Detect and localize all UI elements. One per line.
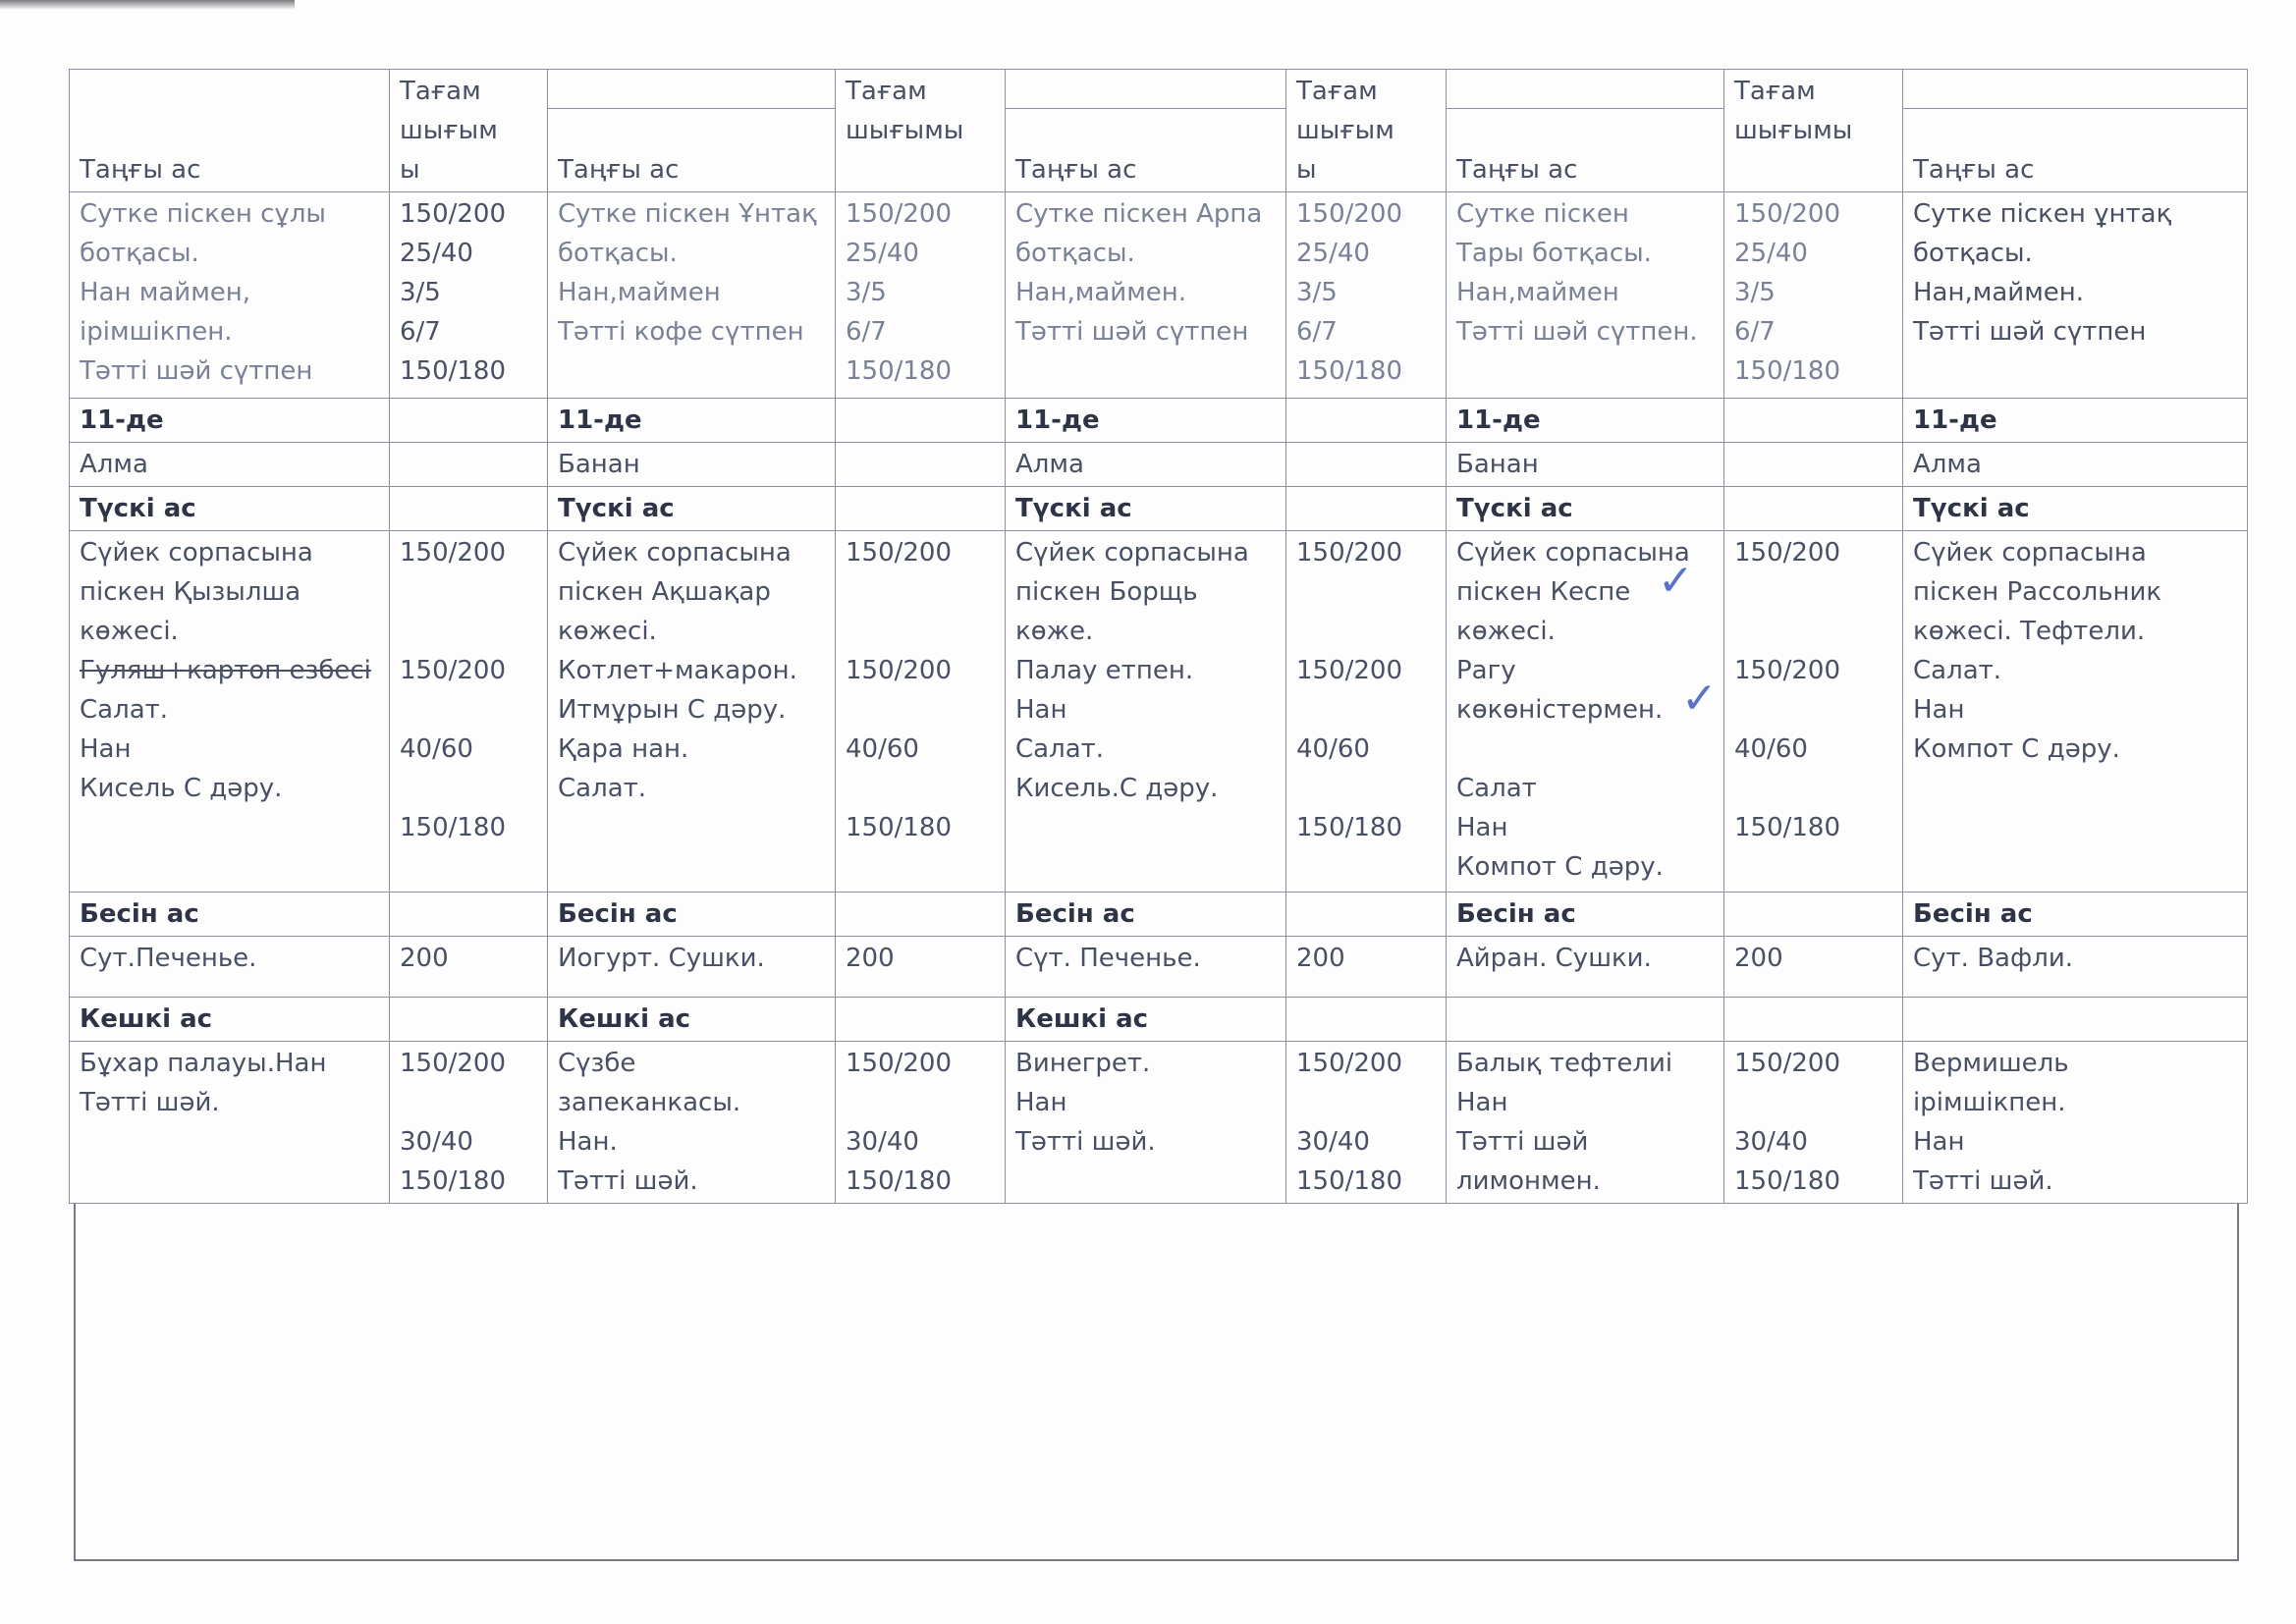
dinner-label-row xyxy=(70,998,2248,1042)
afternoon-yield: 200 xyxy=(390,937,548,998)
breakfast-dish: Сутке піскен Тары ботқасы. Нан,маймен Тәтті шәй сүтпен. xyxy=(1447,192,1724,399)
header-meal-label: Таңғы ас xyxy=(1447,109,1724,192)
snack-item: Банан xyxy=(1447,443,1724,487)
lunch-label: Түскі ас xyxy=(1447,487,1724,531)
snack-label: 11-де xyxy=(1447,399,1724,443)
snack-item: Алма xyxy=(1903,443,2248,487)
dinner-label xyxy=(1447,998,1724,1042)
handwritten-check-icon: ✓ xyxy=(1681,674,1718,724)
lunch-yield: 150/200 150/200 40/60 150/180 xyxy=(1286,531,1447,893)
afternoon-label: Бесін ас xyxy=(70,893,390,937)
afternoon-dish: Сут.Печенье. xyxy=(70,937,390,998)
snack-item: Алма xyxy=(70,443,390,487)
dinner-label: Кешкі ас xyxy=(548,998,836,1042)
dinner-dish: Бұхар палауы.Нан Тәтті шәй. xyxy=(70,1042,390,1204)
dinner-row xyxy=(70,1042,2248,1204)
afternoon-yield: 200 xyxy=(836,937,1006,998)
snack-label: 11-де xyxy=(1903,399,2248,443)
header-yield-label: Тағам шығым ы xyxy=(390,70,548,192)
snack-label: 11-де xyxy=(1006,399,1286,443)
snack-item: Банан xyxy=(548,443,836,487)
afternoon-yield: 200 xyxy=(1286,937,1447,998)
header-yield-label: Тағам шығымы xyxy=(836,70,1006,192)
dinner-label: Кешкі ас xyxy=(70,998,390,1042)
lunch-dishes: Сүйек сорпасына піскен Ақшақар көжесі. Котлет+макарон. Итмұрын С дәру. Қара нан. Салат. xyxy=(548,531,836,893)
snack-label: 11-де xyxy=(548,399,836,443)
dinner-dish: Балық тефтелиі Нан Тәтті шәй лимонмен. xyxy=(1447,1042,1724,1204)
dinner-label: Кешкі ас xyxy=(1006,998,1286,1042)
breakfast-yield: 150/200 25/40 3/5 6/7 150/180 xyxy=(1286,192,1447,399)
header-meal-label: Таңғы ас xyxy=(70,70,390,192)
lunch-label: Түскі ас xyxy=(1006,487,1286,531)
header-blank-cell xyxy=(1447,70,1724,109)
afternoon-label: Бесін ас xyxy=(1903,893,2248,937)
lunch-label: Түскі ас xyxy=(70,487,390,531)
lunch-dish-soup: Сүйек сорпасына піскен Қызылша көжесі. xyxy=(80,538,313,646)
breakfast-dish: Сутке піскен ұнтақ ботқасы. Нан,маймен. Тәтті шәй сүтпен xyxy=(1903,192,2248,399)
header-meal-label: Таңғы ас xyxy=(1006,109,1286,192)
afternoon-row xyxy=(70,937,2248,998)
header-meal-label: Таңғы ас xyxy=(548,109,836,192)
lunch-dish-rest: Салат. Нан Кисель С дәру. xyxy=(80,695,283,803)
header-blank-cell xyxy=(548,70,836,109)
afternoon-dish: Иогурт. Сушки. xyxy=(548,937,836,998)
dinner-yield: 150/200 30/40 150/180 xyxy=(1286,1042,1447,1204)
snack-label: 11-де xyxy=(70,399,390,443)
afternoon-yield: 200 xyxy=(1724,937,1903,998)
lunch-dish-struck: Гуляш+картоп езбесі xyxy=(80,656,371,685)
snack-item: Алма xyxy=(1006,443,1286,487)
dinner-dish: Сүзбе запеканкасы. Нан. Тәтті шәй. xyxy=(548,1042,836,1204)
lunch-dishes xyxy=(70,531,390,893)
header-yield-label: Тағам шығымы xyxy=(1724,70,1903,192)
breakfast-dish: Сутке піскен Арпа ботқасы. Нан,маймен. Тәтті шәй сүтпен xyxy=(1006,192,1286,399)
afternoon-dish: Сут. Вафли. xyxy=(1903,937,2248,998)
dinner-yield: 150/200 30/40 150/180 xyxy=(390,1042,548,1204)
lunch-dishes: Сүйек сорпасына піскен Рассольник көжесі. Тефтели. Салат. Нан Компот С дәру. xyxy=(1903,531,2248,893)
afternoon-label-row xyxy=(70,893,2248,937)
lunch-yield: 150/200 150/200 40/60 150/180 xyxy=(1724,531,1903,893)
breakfast-row xyxy=(70,192,2248,399)
snack-row xyxy=(70,443,2248,487)
dinner-yield: 150/200 30/40 150/180 xyxy=(836,1042,1006,1204)
afternoon-label: Бесін ас xyxy=(1006,893,1286,937)
dinner-dish: Вермишель ірімшікпен. Нан Тәтті шәй. xyxy=(1903,1042,2248,1204)
breakfast-dish: Сутке піскен Ұнтақ ботқасы. Нан,маймен Тәтті кофе сүтпен xyxy=(548,192,836,399)
afternoon-dish: Айран. Сушки. xyxy=(1447,937,1724,998)
lunch-yield: 150/200 150/200 40/60 150/180 xyxy=(390,531,548,893)
snack-label-row xyxy=(70,399,2248,443)
scan-edge-shadow xyxy=(0,0,295,10)
breakfast-yield: 150/200 25/40 3/5 6/7 150/180 xyxy=(390,192,548,399)
breakfast-yield: 150/200 25/40 3/5 6/7 150/180 xyxy=(836,192,1006,399)
lunch-label-row xyxy=(70,487,2248,531)
header-meal-label: Таңғы ас xyxy=(1903,109,2248,192)
lunch-label: Түскі ас xyxy=(1903,487,2248,531)
dinner-yield: 150/200 30/40 150/180 xyxy=(1724,1042,1903,1204)
header-blank-cell xyxy=(1903,70,2248,109)
header-row-top xyxy=(70,70,2248,109)
breakfast-dish: Сутке піскен сұлы ботқасы. Нан маймен, ірімшікпен. Тәтті шәй сүтпен xyxy=(70,192,390,399)
handwritten-check-icon: ✓ xyxy=(1658,556,1694,606)
dinner-dish: Винегрет. Нан Тәтті шәй. xyxy=(1006,1042,1286,1204)
breakfast-yield: 150/200 25/40 3/5 6/7 150/180 xyxy=(1724,192,1903,399)
lunch-yield: 150/200 150/200 40/60 150/180 xyxy=(836,531,1006,893)
lunch-dishes: Сүйек сорпасына піскен Борщь көже. Палау етпен. Нан Салат. Кисель.С дәру. xyxy=(1006,531,1286,893)
weekly-menu-table xyxy=(69,69,2248,1204)
afternoon-label: Бесін ас xyxy=(548,893,836,937)
header-blank-cell xyxy=(1006,70,1286,109)
lunch-dishes: Сүйек сорпасына піскен Кеспе көжесі. Рагу көкөністермен. Салат Нан Компот С дәру. xyxy=(1447,531,1724,893)
afternoon-label: Бесін ас xyxy=(1447,893,1724,937)
header-yield-label: Тағам шығым ы xyxy=(1286,70,1447,192)
lunch-label: Түскі ас xyxy=(548,487,836,531)
afternoon-dish: Сүт. Печенье. xyxy=(1006,937,1286,998)
lunch-row xyxy=(70,531,2248,893)
dinner-label xyxy=(1903,998,2248,1042)
